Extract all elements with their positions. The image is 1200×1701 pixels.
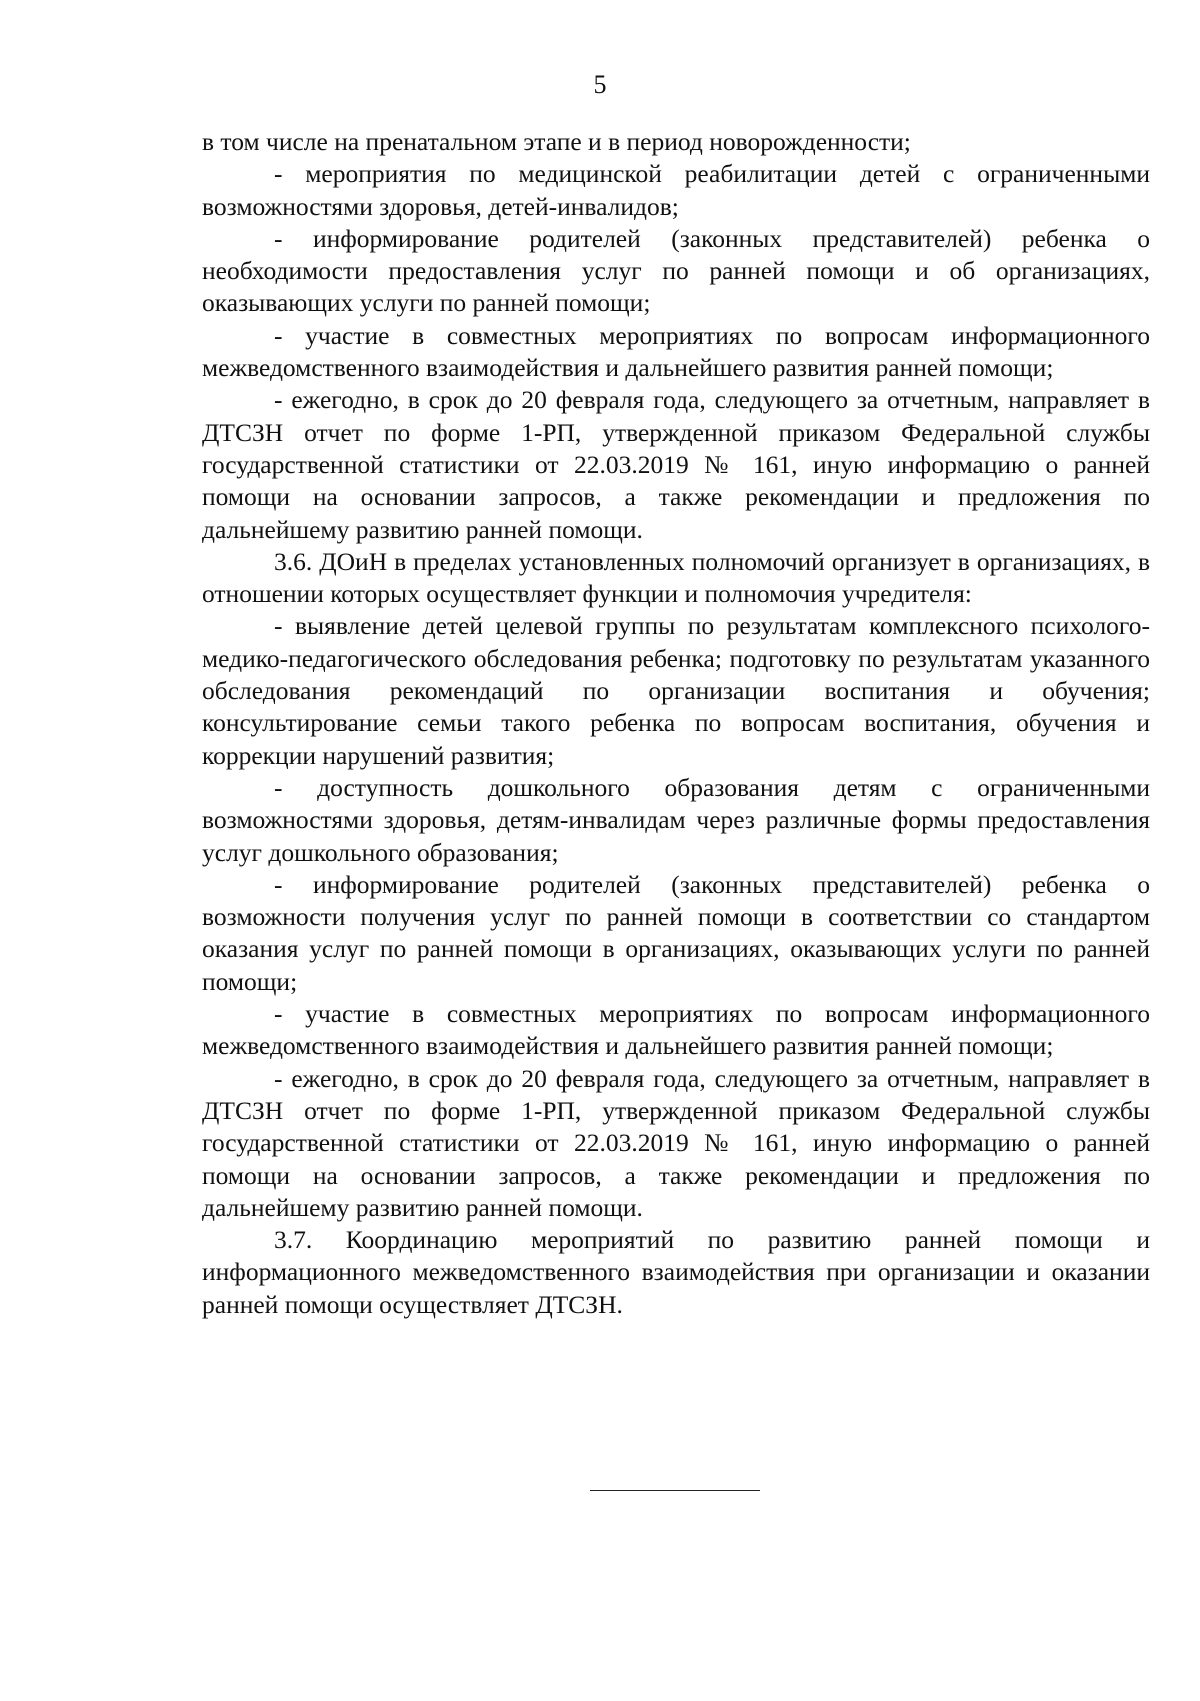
section-3-6: 3.6. ДОиН в пределах установленных полномочий организует в организациях, в отношении которых осуществляет функции и полномочия учредителя: [202, 546, 1150, 609]
paragraph-continuation: в том числе на пренатальном этапе и в период новорожденности; [202, 127, 911, 156]
list-item-annual-report-2: - ежегодно, в срок до 20 февраля года, следующего за отчетным, направляет в ДТСЗН отчет по форме 1-РП, утвержденной приказом Федеральной службы государственной статистики от 22.03.2019 № 161, иную информацию о ранней помощи на основании запросов, а также рекомендации и предложения по дальнейшему развитию ранней помощи. [202, 1063, 1150, 1222]
section-3-7: 3.7. Координацию мероприятий по развитию ранней помощи и информационного межведомственного взаимодействия при организации и оказании ранней помощи осуществляет ДТСЗН. [202, 1225, 1150, 1319]
list-item-preschool-access: - доступность дошкольного образования детям с ограниченными возможностями здоровья, детям-инвалидам через различные формы предоставления услуг дошкольного образования; [202, 772, 1150, 867]
list-item-medical-rehabilitation: - мероприятия по медицинской реабилитации детей с ограниченными возможностями здоровья, детей-инвалидов; [202, 159, 1150, 221]
list-item-informing-parents-2: - информирование родителей (законных представителей) ребенка о возможности получения услуг по ранней помощи в соответствии со стандартом оказания услуг по ранней помощи в организациях, оказывающих услуги по ранней помощи; [202, 869, 1150, 996]
list-item-identification: - выявление детей целевой группы по результатам комплексного психолого-медико-педагогического обследования ребенка; подготовку по результатам указанного обследования рекомендаций по организации воспитания и обучения; консультирование семьи такого ребенка по вопросам воспитания, обучения и коррекции нарушений развития; [202, 611, 1150, 770]
page-number: 5 [593, 70, 607, 99]
list-item-joint-events: - участие в совместных мероприятиях по вопросам информационного межведомственного взаимодействия и дальнейшего развития ранней помощи; [202, 320, 1150, 383]
document-body [202, 126, 1150, 1321]
end-of-document-rule [590, 1490, 760, 1491]
list-item-joint-events-2: - участие в совместных мероприятиях по вопросам информационного межведомственного взаимодействия и дальнейшего развития ранней помощи; [202, 999, 1150, 1061]
list-item-annual-report: - ежегодно, в срок до 20 февраля года, следующего за отчетным, направляет в ДТСЗН отчет по форме 1-РП, утвержденной приказом Федеральной службы государственной статистики от 22.03.2019 № 161, иную информацию о ранней помощи на основании запросов, а также рекомендации и предложения по дальнейшему развитию ранней помощи. [202, 385, 1150, 544]
list-item-informing-parents: - информирование родителей (законных представителей) ребенка о необходимости предоставления услуг по ранней помощи и об организациях, оказывающих услуги по ранней помощи; [202, 223, 1150, 318]
